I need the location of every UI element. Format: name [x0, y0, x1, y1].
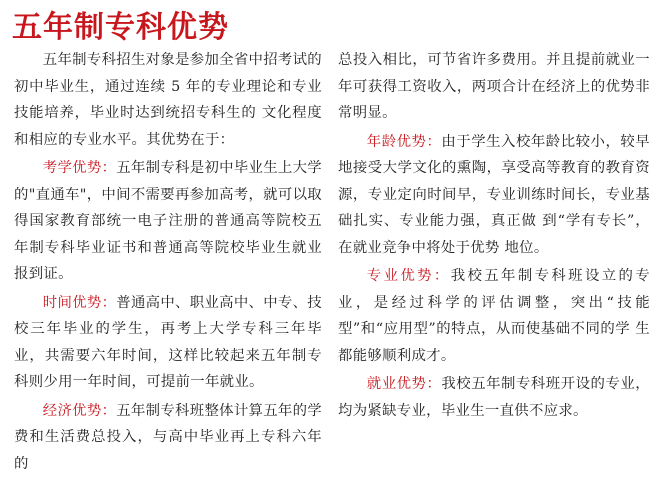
age-advantage-paragraph	[338, 129, 650, 262]
employment-advantage-label: 就业优势：	[366, 376, 442, 392]
economic-advantage-label: 经济优势：	[42, 402, 117, 419]
major-advantage-paragraph	[338, 263, 650, 369]
time-advantage-text: 普通高中、职业高中、中专、技校三年毕业的学生，再考上大学专科三年毕业，共需要六年时间，这样比较起来五年制专科则少用一年时间，可提前一年就业。	[14, 294, 322, 390]
exam-advantage-paragraph	[14, 155, 322, 288]
age-advantage-label: 年龄优势：	[366, 133, 442, 150]
economic-advantage-paragraph	[14, 398, 322, 478]
right-column	[338, 47, 650, 426]
page-title: 五年制专科优势	[12, 10, 229, 45]
employment-advantage-paragraph	[338, 371, 650, 424]
intro-paragraph: 五年制专科招生对象是参加全省中招考试的初中毕业生，通过连续 5 年的专业理论和专业技能培养，毕业时达到统招专科生的 文化程度和相应的专业水平。其优势在于：	[14, 52, 322, 148]
age-advantage-text: 由于学生入校年龄比较小，较早地接受大学文化的熏陶，享受高等教育的教育资源，专业定向时间早，专业训练时间长，专业基础扎实、专业能力强，真正做 到“学有专长”，在就业竞争中将处于优势 地位。	[338, 133, 650, 256]
economic-advantage-text: 五年制专科班整体计算五年的学费和生活费总投入，与高中毕业再上专科六年的	[14, 402, 322, 472]
time-advantage-paragraph	[14, 290, 322, 396]
economic-advantage-continued: 总投入相比，可节省许多费用。并且提前就业一年可获得工资收入，两项合计在经济上的优势非常明显。	[338, 52, 650, 121]
employment-advantage-text: 我校五年制专科班开设的专业，均为紧缺专业，毕业生一直供不应求。	[338, 376, 650, 419]
major-advantage-label: 专业优势：	[366, 268, 451, 284]
left-column	[14, 47, 322, 479]
exam-advantage-text: 五年制专科是初中毕业生上大学的"直通车"，中间不需要再参加高考，就可以取得国家教育部统一电子注册的普通高等院校五年制专科毕业证书和普通高等院校毕业生就业报到证。	[14, 160, 322, 282]
time-advantage-label: 时间优势：	[42, 294, 117, 311]
exam-advantage-label: 考学优势：	[42, 160, 117, 176]
major-advantage-text: 我校五年制专科班设立的专 业，是经过科学的评估调整，突出“技能型”和“应用型”的特点，从而使基础不同的学 生都能够顺利成才。	[338, 268, 650, 364]
